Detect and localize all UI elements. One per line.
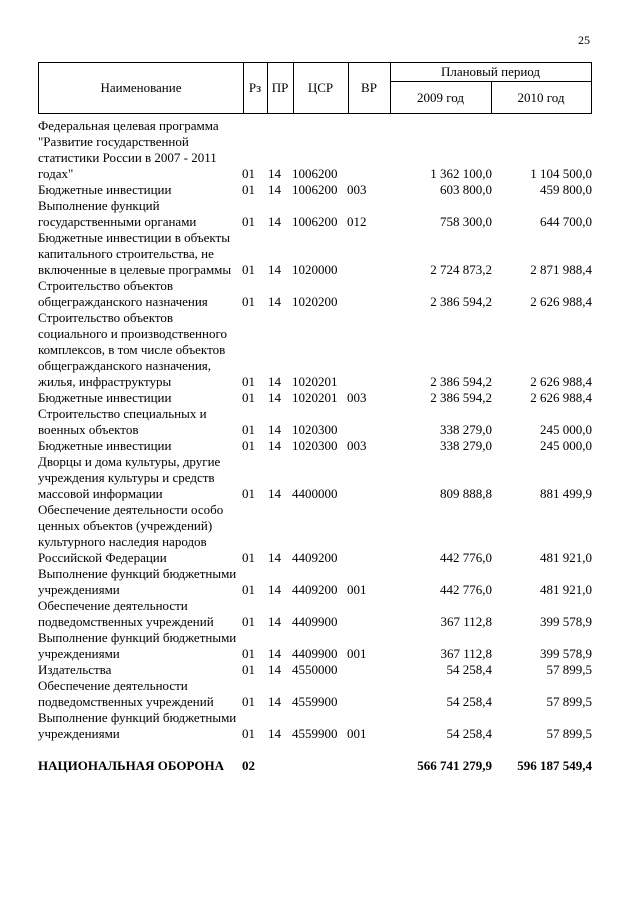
table-row bbox=[38, 438, 592, 454]
cell-csr: 1006200 bbox=[292, 166, 338, 181]
cell-name: Бюджетные инвестиции bbox=[38, 182, 172, 197]
cell-v2010: 2 871 988,4 bbox=[530, 262, 592, 277]
cell-name: Выполнение функций государственными органами bbox=[38, 198, 197, 229]
page-number: 25 bbox=[578, 33, 590, 47]
cell-v2010: 57 899,5 bbox=[546, 662, 592, 677]
total-row bbox=[38, 758, 592, 774]
cell-pr: 14 bbox=[268, 438, 281, 453]
cell-rz: 01 bbox=[242, 262, 255, 277]
table-row bbox=[38, 598, 592, 630]
cell-pr: 14 bbox=[268, 486, 281, 501]
cell-v2010: 2 626 988,4 bbox=[530, 390, 592, 405]
cell-vr: 012 bbox=[347, 214, 367, 229]
spacer-row bbox=[38, 742, 592, 758]
cell-name: Дворцы и дома культуры, другие учреждения культуры и средств массовой информации bbox=[38, 454, 221, 501]
cell-v2010: 644 700,0 bbox=[540, 214, 592, 229]
cell-csr: 1020201 bbox=[292, 390, 338, 405]
cell-name: Обеспечение деятельности особо ценных объектов (учреждений) культурного наследия народов Российской Федерации bbox=[38, 502, 224, 565]
header-pr: ПР bbox=[271, 80, 289, 95]
cell-v2009: 2 386 594,2 bbox=[430, 374, 492, 389]
cell-name: Бюджетные инвестиции bbox=[38, 438, 172, 453]
cell-pr: 14 bbox=[268, 262, 281, 277]
cell-pr: 14 bbox=[268, 166, 281, 181]
cell-csr: 1020300 bbox=[292, 422, 338, 437]
cell-vr: 001 bbox=[347, 726, 367, 741]
cell-v2010: 481 921,0 bbox=[540, 582, 592, 597]
table-row bbox=[38, 390, 592, 406]
cell-v2010: 399 578,9 bbox=[540, 614, 592, 629]
cell-v2010: 2 626 988,4 bbox=[530, 294, 592, 309]
cell-rz: 01 bbox=[242, 550, 255, 565]
cell-vr bbox=[347, 278, 391, 310]
cell-v2009: 2 386 594,2 bbox=[430, 390, 492, 405]
cell-rz: 01 bbox=[242, 294, 255, 309]
header-name: Наименование bbox=[100, 80, 182, 95]
cell-pr: 14 bbox=[268, 214, 281, 229]
table-header bbox=[38, 62, 592, 114]
cell-csr: 4409900 bbox=[292, 614, 338, 629]
cell-v2009: 758 300,0 bbox=[440, 214, 492, 229]
cell-rz: 01 bbox=[242, 214, 255, 229]
cell-rz: 01 bbox=[242, 422, 255, 437]
cell-v2009: 2 386 594,2 bbox=[430, 294, 492, 309]
cell-rz: 01 bbox=[242, 486, 255, 501]
cell-vr bbox=[347, 310, 391, 390]
table-row bbox=[38, 710, 592, 742]
cell-v2010: 1 104 500,0 bbox=[530, 166, 592, 181]
cell-pr bbox=[268, 758, 292, 774]
table-row bbox=[38, 662, 592, 678]
cell-vr bbox=[347, 118, 391, 182]
cell-v2010: 881 499,9 bbox=[540, 486, 592, 501]
cell-v2009: 54 258,4 bbox=[446, 726, 492, 741]
cell-v2009: 367 112,8 bbox=[440, 646, 492, 661]
cell-vr bbox=[347, 598, 391, 630]
cell-v2010: 57 899,5 bbox=[546, 694, 592, 709]
cell-v2010: 245 000,0 bbox=[540, 422, 592, 437]
cell-vr bbox=[347, 454, 391, 502]
cell-rz: 01 bbox=[242, 726, 255, 741]
cell-vr: 003 bbox=[347, 390, 367, 405]
cell-pr: 14 bbox=[268, 662, 281, 677]
cell-v2009: 54 258,4 bbox=[446, 662, 492, 677]
cell-name: Обеспечение деятельности подведомственных учреждений bbox=[38, 678, 214, 709]
cell-vr: 001 bbox=[347, 582, 367, 597]
cell-csr: 4409200 bbox=[292, 550, 338, 565]
cell-name: Выполнение функций бюджетными учреждениями bbox=[38, 630, 237, 661]
cell-csr bbox=[292, 758, 347, 774]
cell-pr: 14 bbox=[268, 374, 281, 389]
cell-v2009: 566 741 279,9 bbox=[417, 758, 492, 773]
table-row bbox=[38, 118, 592, 182]
cell-v2010: 57 899,5 bbox=[546, 726, 592, 741]
cell-csr: 4409200 bbox=[292, 582, 338, 597]
cell-name: Строительство специальных и военных объектов bbox=[38, 406, 207, 437]
cell-name: Федеральная целевая программа "Развитие государственной статистики России в 2007 - 2011 годах" bbox=[38, 118, 219, 181]
cell-name: Строительство объектов социального и производственного комплексов, в том числе объектов общегражданского назначения, жилья, инфраструктуры bbox=[38, 310, 227, 389]
cell-v2009: 338 279,0 bbox=[440, 422, 492, 437]
cell-name: Строительство объектов общегражданского назначения bbox=[38, 278, 208, 309]
cell-v2009: 54 258,4 bbox=[446, 694, 492, 709]
cell-rz: 01 bbox=[242, 694, 255, 709]
cell-pr: 14 bbox=[268, 614, 281, 629]
cell-v2010: 2 626 988,4 bbox=[530, 374, 592, 389]
cell-pr: 14 bbox=[268, 182, 281, 197]
cell-rz: 01 bbox=[242, 166, 255, 181]
cell-csr: 1006200 bbox=[292, 214, 338, 229]
cell-rz: 01 bbox=[242, 438, 255, 453]
cell-vr: 001 bbox=[347, 646, 367, 661]
cell-v2010: 459 800,0 bbox=[540, 182, 592, 197]
cell-name: Выполнение функций бюджетными учреждениями bbox=[38, 710, 237, 741]
cell-name: НАЦИОНАЛЬНАЯ ОБОРОНА bbox=[38, 758, 224, 773]
cell-rz: 01 bbox=[242, 662, 255, 677]
table-row bbox=[38, 182, 592, 198]
cell-pr: 14 bbox=[268, 646, 281, 661]
cell-name: Обеспечение деятельности подведомственных учреждений bbox=[38, 598, 214, 629]
cell-pr: 14 bbox=[268, 550, 281, 565]
table-row bbox=[38, 566, 592, 598]
cell-v2009: 1 362 100,0 bbox=[430, 166, 492, 181]
cell-vr bbox=[347, 678, 391, 710]
table-row bbox=[38, 454, 592, 502]
cell-v2010: 481 921,0 bbox=[540, 550, 592, 565]
cell-rz: 02 bbox=[242, 758, 255, 773]
cell-csr: 4559900 bbox=[292, 694, 338, 709]
table-row bbox=[38, 406, 592, 438]
cell-name: Бюджетные инвестиции bbox=[38, 390, 172, 405]
cell-v2010: 596 187 549,4 bbox=[517, 758, 592, 773]
cell-vr bbox=[347, 758, 391, 774]
table-row bbox=[38, 230, 592, 278]
cell-rz: 01 bbox=[242, 646, 255, 661]
cell-csr: 1006200 bbox=[292, 182, 338, 197]
cell-csr: 1020201 bbox=[292, 374, 338, 389]
cell-vr bbox=[347, 662, 391, 678]
header-year-2009: 2009 год bbox=[417, 89, 464, 105]
cell-v2009: 338 279,0 bbox=[440, 438, 492, 453]
table-row bbox=[38, 310, 592, 390]
cell-v2009: 442 776,0 bbox=[440, 550, 492, 565]
cell-csr: 4550000 bbox=[292, 662, 338, 677]
cell-name: Издательства bbox=[38, 662, 112, 677]
table-row bbox=[38, 630, 592, 662]
cell-v2010: 245 000,0 bbox=[540, 438, 592, 453]
table-row bbox=[38, 678, 592, 710]
cell-vr bbox=[347, 502, 391, 566]
cell-rz: 01 bbox=[242, 390, 255, 405]
cell-v2009: 367 112,8 bbox=[440, 614, 492, 629]
header-planned-period: Плановый период bbox=[440, 64, 541, 79]
cell-pr: 14 bbox=[268, 294, 281, 309]
cell-vr bbox=[347, 230, 391, 278]
table-body bbox=[38, 118, 592, 774]
cell-csr: 1020200 bbox=[292, 294, 338, 309]
cell-v2010: 399 578,9 bbox=[540, 646, 592, 661]
cell-v2009: 442 776,0 bbox=[440, 582, 492, 597]
table-row bbox=[38, 198, 592, 230]
header-year-2010: 2010 год bbox=[517, 89, 565, 105]
cell-rz: 01 bbox=[242, 182, 255, 197]
cell-vr bbox=[347, 406, 391, 438]
cell-pr: 14 bbox=[268, 390, 281, 405]
table-row bbox=[38, 278, 592, 310]
cell-pr: 14 bbox=[268, 694, 281, 709]
cell-vr: 003 bbox=[347, 182, 367, 197]
cell-csr: 4400000 bbox=[292, 486, 338, 501]
header-vr: ВР bbox=[361, 80, 377, 95]
cell-name: Бюджетные инвестиции в объекты капитального строительства, не включенные в целевые программы bbox=[38, 230, 232, 277]
cell-pr: 14 bbox=[268, 726, 281, 741]
header-csr: ЦСР bbox=[307, 80, 334, 95]
cell-rz: 01 bbox=[242, 614, 255, 629]
header-rz: Рз bbox=[248, 80, 262, 95]
cell-vr: 003 bbox=[347, 438, 367, 453]
table-row bbox=[38, 502, 592, 566]
cell-v2009: 2 724 873,2 bbox=[430, 262, 492, 277]
cell-pr: 14 bbox=[268, 582, 281, 597]
cell-v2009: 809 888,8 bbox=[440, 486, 492, 501]
cell-rz: 01 bbox=[242, 374, 255, 389]
cell-csr: 1020000 bbox=[292, 262, 338, 277]
cell-v2009: 603 800,0 bbox=[440, 182, 492, 197]
cell-name: Выполнение функций бюджетными учреждениями bbox=[38, 566, 237, 597]
cell-csr: 4559900 bbox=[292, 726, 338, 741]
cell-csr: 1020300 bbox=[292, 438, 338, 453]
cell-rz: 01 bbox=[242, 582, 255, 597]
cell-csr: 4409900 bbox=[292, 646, 338, 661]
cell-pr: 14 bbox=[268, 422, 281, 437]
budget-table bbox=[38, 62, 592, 774]
